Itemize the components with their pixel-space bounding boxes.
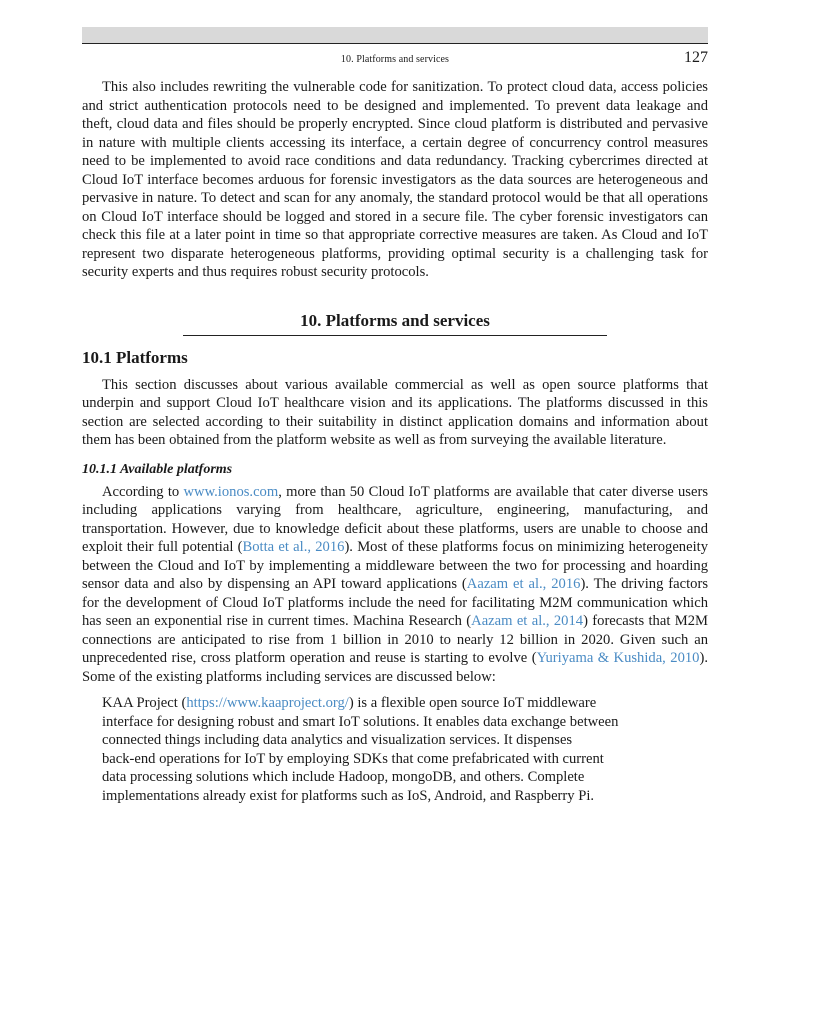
citation-yuriyama-2010[interactable]: Yuriyama & Kushida, 2010: [536, 650, 700, 666]
kaa-line: connected things including data analytics and visualization services. It dispenses: [102, 732, 573, 748]
kaa-line: data processing solutions which include Hadoop, mongoDB, and others. Complete: [102, 769, 585, 785]
text-run: ). Most of these platforms focus on minimizing heterogeneity between the Cloud and IoT by implementing a middleware between the two for processing and hoarding sensor data and also by dispensing an API toward applications (: [82, 539, 708, 592]
available-platforms-paragraph: [82, 483, 708, 687]
text-run: ) forecasts that M2M connections are anticipated to rise from 1 billion in 2010 to nearly 12 billion in 2020. Given such an unprecedented rise, cross platform operation and reuse is starting to evolve (: [82, 613, 708, 666]
running-header: [82, 49, 708, 71]
text-run: ). Some of the existing platforms including services are discussed below:: [82, 650, 708, 685]
kaa-line: back-end operations for IoT by employing SDKs that come prefabricated with current: [102, 750, 604, 767]
running-title: 10. Platforms and services: [340, 54, 450, 65]
page-number: 127: [684, 49, 708, 66]
subsection-heading: 10.1 Platforms: [82, 347, 188, 367]
ionos-link[interactable]: www.ionos.com: [183, 483, 279, 500]
citation-aazam-2016[interactable]: Aazam et al., 2016: [466, 576, 581, 592]
citation-aazam-2014[interactable]: Aazam et al., 2014: [471, 613, 584, 629]
text-run: , more than 50 Cloud IoT platforms are available that cater diverse users including applications varying from healthcare, agriculture, engineering, manufacturing, and transportation. However, due to knowledge deficit about these platforms, users are unable to choose and exploit their full potential (: [82, 483, 708, 555]
text-run: ). The driving factors for the development of Cloud IoT platforms include the need for facilitating M2M communication which has seen an exponential rise in current times. Machina Research (: [82, 576, 708, 629]
subsubsection-heading: 10.1.1 Available platforms: [82, 461, 233, 477]
intro-paragraph: This also includes rewriting the vulnerable code for sanitization. To protect cloud data, access policies and strict authentication protocols need to be designed and implemented. To prevent data leakage and theft, cloud data and files should be properly encrypted. Since cloud platform is distributed and pervasive in nature with multiple clients accessing its interface, a certain degree of concurrency control measures need to be implemented to avoid race conditions and data redundancy. Tracking cybercrimes directed at Cloud IoT interface becomes arduous for forensic investigators as the data sources are heterogeneous and pervasive in nature. To detect and scan for any anomaly, the standard protocol would be that all operations on Cloud IoT interface should be logged and stored in a secure file. The cyber forensic investigators can check this file at a later point in time so that appropriate corrective measures are taken. As Cloud and IoT represent two disparate heterogeneous platforms, providing optimal security is a challenging task for security experts and thus requires robust security protocols.: [82, 79, 708, 280]
text-run: According to: [102, 483, 184, 500]
text-run: KAA Project (: [102, 695, 187, 711]
text-run: ) is a flexible open source IoT middleware: [348, 695, 597, 711]
platforms-paragraph: This section discusses about various available commercial as well as open source platforms that underpin and support Cloud IoT healthcare vision and its applications. The platforms discussed in this section are selected according to their suitability in distinct application domains and information about them has been obtained from the platform website as well as from surveying the available literature.: [82, 376, 708, 448]
section-heading: 10. Platforms and services: [183, 311, 607, 336]
kaa-line: interface for designing robust and smart IoT solutions. It enables data exchange between: [102, 713, 619, 730]
header-rule-bar: [82, 27, 708, 44]
kaa-line: [102, 694, 708, 713]
kaa-project-link[interactable]: https://www.kaaproject.org/: [186, 695, 349, 711]
page-content: [82, 78, 708, 805]
citation-botta-2016[interactable]: Botta et al., 2016: [242, 539, 345, 555]
kaa-project-block: [102, 694, 708, 805]
kaa-line: implementations already exist for platforms such as IoS, Android, and Raspberry Pi.: [102, 787, 595, 804]
